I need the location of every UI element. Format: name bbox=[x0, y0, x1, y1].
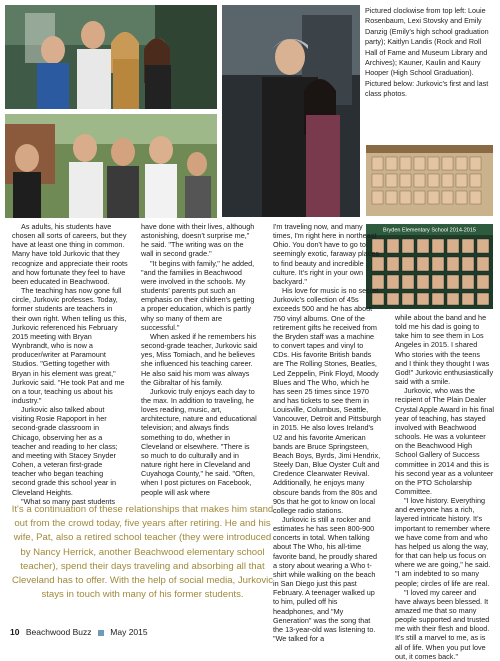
paragraph: while about the band and he told me his dad is going to take him to see them in Los Angeles in 2015. I shared Who stories with the teens and I think they thought I was God!" Jurkovic enthusiastically said with a smile. bbox=[395, 313, 494, 387]
paragraph: As adults, his students have chosen all sorts of careers, but they have at least one thing in common. Many have told Jurkovic that they recognize and appreciate their roots and how fortunate they feel to have been educated in Beachwood. bbox=[12, 222, 128, 286]
paragraph: I'm traveling now, and many times, I'm right here in northeast Ohio. You don't have to go to seemingly exotic, faraway places to find beauty and incredible culture. It's right in your own backyard." bbox=[273, 222, 379, 286]
paragraph: "What so many past students bbox=[21, 496, 116, 506]
publication-name: Beachwood Buzz bbox=[25, 627, 92, 637]
paragraph: "I loved my career and have always been blessed. It amazed me that so many people supported and trusted me with their flesh and blood. It's still a marvel to me, as is all of life. When you put love out, it comes back." bbox=[395, 587, 490, 661]
photo-last-class bbox=[366, 224, 493, 309]
photo-caption: Pictured clockwise from top left: Louie Rosenbaum, Lexi Stovsky and Emily Danzig (Emily's high school graduation party); Kaitlyn Landis (Rock and Roll Hall of Fame and Museum Library and Archives); Kauner, Kaulin and Kaury Hooper (High School Graduation). Pictured below: Jurkovic's first and last class photos. bbox=[365, 6, 489, 99]
class-photo-banner: Bryden Elementary School 2014-2015 bbox=[383, 227, 476, 234]
article-column-1 bbox=[12, 222, 128, 506]
photo-rock-hall bbox=[222, 5, 360, 217]
paragraph: Jurkovic is still a rocker and estimates he has seen 800-900 concerts in total. When talking about The Who, his all-time favorite band, he proudly shared a story about wearing a Who t-shirt while walking on the beach in San Diego just this past February. A teenager walked up to him, pulled off his headphones, and "My Generation" was the song that the 13-year-old was listening to. "We talked for a bbox=[273, 515, 377, 644]
paragraph: Jurkovic, who was the recipient of The Plain Dealer Crystal Apple Award in his final year of teaching, has stayed involved with Beachwood schools. He was a volunteer on the Beachwood High School Gallery of Success committee in 2014 and this is his second year as a volunteer on the PTO Scholarship Committee. bbox=[395, 386, 495, 496]
article-column-4 bbox=[395, 313, 494, 661]
paragraph: Jurkovic also talked about visiting Rosie Rapoport in her second-grade classroom in Chicago, observing her as a teacher and reading to her class; and meeting with Stacey Snyder Cohen, a veteran first-grade teacher who began teaching second grade this school year in Cleveland Heights. bbox=[12, 405, 118, 497]
photo-graduation bbox=[5, 114, 217, 218]
paragraph: "It begins with family," he added, "and the families in Beachwood were involved in the schools. My students' parents put such an emphasis on their children's getting a proper education, which is partly why so many of them are successful." bbox=[141, 258, 255, 332]
paragraph: "I love history. Everything and everyone has a rich, layered intricate history. It's important to remember where we have come from and who has helped us along the way, for that can help us focus on where we are going," he said. "I am indebted to so many people; circles of life are real. bbox=[395, 496, 491, 588]
paragraph: When asked if he remembers his second-grade teacher, Jurkovic said yes, Miss Tomiach, and he believes she influenced his teaching career. He also said his mom was always the Gibraltar of his family. bbox=[141, 331, 258, 387]
article-column-3 bbox=[273, 222, 381, 643]
pull-quote: It's a continuation of these relationships that makes him stand out from the crowd today, five years after retiring. He and his wife, Pat, also a retired school teacher (they were introduced by Nancy Herrick, another Beachwood elementary school teacher), spend their days traveling and absorbing all that Cleveland has to offer. With the help of social media, Jurkovic stays in touch with many of his former students. bbox=[11, 504, 274, 601]
paragraph: His love for music is no secret. Jurkovic's collection of 45s exceeds 500 and he has about 750 vinyl albums. One of the retirement gifts he received from the Bryden staff was a machine to convert tapes and vinyl to CDs. His favorite British bands are The Rolling Stones, Beatles, Led Zeppelin, Pink Floyd, Moody Blues and The Who, which he has seen 25 times since 1970 and has tickets to see them in Louisville, Columbus, Seattle, Vancouver, Detroit and Pittsburgh in 2015. He also loves Ireland's U2 and his favorite American bands are Bruce Springsteen, Beach Boys, Byrds, Jimi Hendrix, Steely Dan, Blue Oyster Cult and Credence Clearwater Revival. Additionally, he enjoys many obscure bands from the 80s and 90s that he got to know on local college radio stations. bbox=[273, 286, 381, 515]
paragraph: Jurkovic truly enjoys each day to the max. In addition to traveling, he loves reading, music, art, architecture, nature and educational television; and always finds something to do, whether in Cleveland or elsewhere. "There is so much to do culturally and in nature right here in Cleveland and Cuyahoga County," he said. "Often, when I post pictures on Facebook, people will ask where bbox=[141, 386, 257, 497]
article-column-2 bbox=[141, 222, 258, 497]
paragraph: have done with their lives, although astonishing, doesn't surprise me," he said. "The writing was on the wall in second grade." bbox=[141, 222, 255, 259]
photo-first-class bbox=[366, 145, 493, 216]
issue-date: May 2015 bbox=[110, 627, 148, 637]
paragraph: The teaching has now gone full circle, Jurkovic professes. Today, former students are teachers in their own right. When telling us this, Jurkovic referenced his February 2015 meeting with Bryan Wynbrandt, who is now a producer/writer at Paramount Studios. "Getting together with Bryan in his element was great," Jurkovic said. "He took Pat and me on a tour, teaching us about his industry." bbox=[12, 286, 127, 405]
page-footer bbox=[10, 627, 148, 637]
page-number: 10 bbox=[10, 627, 20, 637]
photo-family-party bbox=[5, 5, 217, 109]
separator-square-icon bbox=[98, 630, 104, 636]
